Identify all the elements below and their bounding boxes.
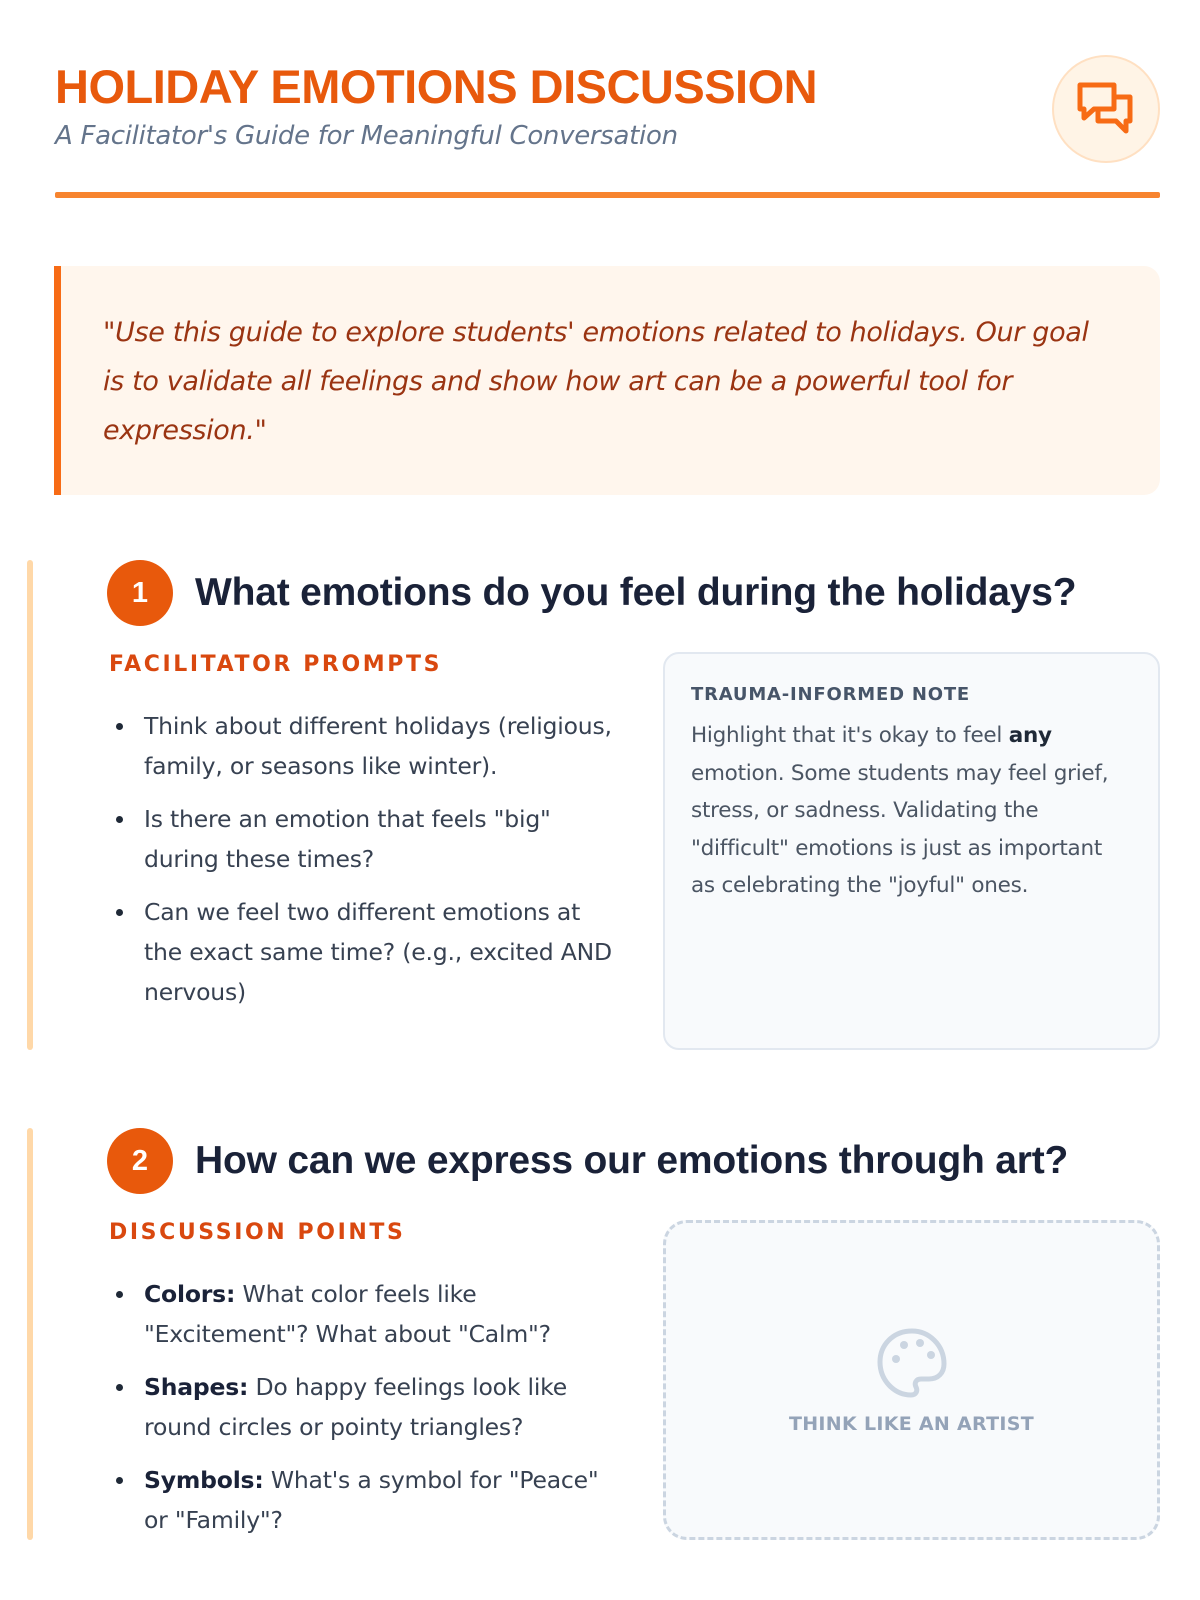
section-rail bbox=[27, 1128, 33, 1540]
section-2 bbox=[27, 1128, 1160, 1540]
prompt-list bbox=[109, 706, 619, 1025]
header bbox=[55, 58, 1160, 154]
section-header bbox=[107, 1128, 1068, 1194]
section-1 bbox=[27, 560, 1160, 1050]
list-item bbox=[109, 1274, 619, 1354]
header-divider bbox=[55, 192, 1160, 198]
list-item-term: Shapes: bbox=[144, 1373, 249, 1401]
section-number-badge: 1 bbox=[107, 560, 173, 626]
list-item-term: Colors: bbox=[144, 1280, 236, 1308]
page-title: HOLIDAY EMOTIONS DISCUSSION bbox=[55, 60, 818, 113]
section-number-badge: 2 bbox=[107, 1128, 173, 1194]
discussion-list bbox=[109, 1274, 619, 1553]
list-item-term: Symbols: bbox=[144, 1466, 264, 1494]
section-title: How can we express our emotions through art? bbox=[195, 1139, 1069, 1182]
note-text: emotion. Some students may feel grief, stress, or sadness. Validating the "difficult" emotions is just as important as celebrating the "joyful" ones. bbox=[691, 760, 1109, 898]
note-body bbox=[691, 717, 1132, 905]
list-item: Think about different holidays (religious, family, or seasons like winter). bbox=[109, 706, 619, 786]
note-emphasis: any bbox=[1008, 723, 1052, 748]
artist-placeholder bbox=[663, 1220, 1160, 1540]
section-header bbox=[107, 560, 1076, 626]
section-label: DISCUSSION POINTS bbox=[109, 1220, 406, 1245]
note-text: Highlight that it's okay to feel bbox=[691, 723, 1009, 748]
palette-icon bbox=[874, 1325, 950, 1401]
chat-bubbles-icon bbox=[1074, 77, 1138, 141]
list-item-text: What color feels like "Excitement"? What about "Calm"? bbox=[144, 1280, 551, 1348]
intro-quote: "Use this guide to explore students' emotions related to holidays. Our goal is to validate all feelings and show how art can be a powerful tool for expression." bbox=[103, 317, 1089, 446]
trauma-informed-note bbox=[663, 652, 1160, 1050]
section-rail bbox=[27, 560, 33, 1050]
intro-quote-box bbox=[54, 266, 1160, 495]
list-item bbox=[109, 1460, 619, 1540]
list-item bbox=[109, 1367, 619, 1447]
list-item: Can we feel two different emotions at the exact same time? (e.g., excited AND nervous) bbox=[109, 892, 619, 1012]
list-item-text: What's a symbol for "Peace" or "Family"? bbox=[144, 1466, 599, 1534]
section-title: What emotions do you feel during the holidays? bbox=[195, 571, 1077, 614]
list-item: Is there an emotion that feels "big" during these times? bbox=[109, 799, 619, 879]
section-label: FACILITATOR PROMPTS bbox=[109, 652, 443, 677]
art-label: THINK LIKE AN ARTIST bbox=[788, 1413, 1035, 1435]
chat-badge bbox=[1052, 55, 1160, 163]
note-title: TRAUMA-INFORMED NOTE bbox=[691, 684, 971, 705]
page-subtitle: A Facilitator's Guide for Meaningful Conversation bbox=[55, 121, 678, 151]
list-item-text: Do happy feelings look like round circles or pointy triangles? bbox=[144, 1373, 568, 1441]
